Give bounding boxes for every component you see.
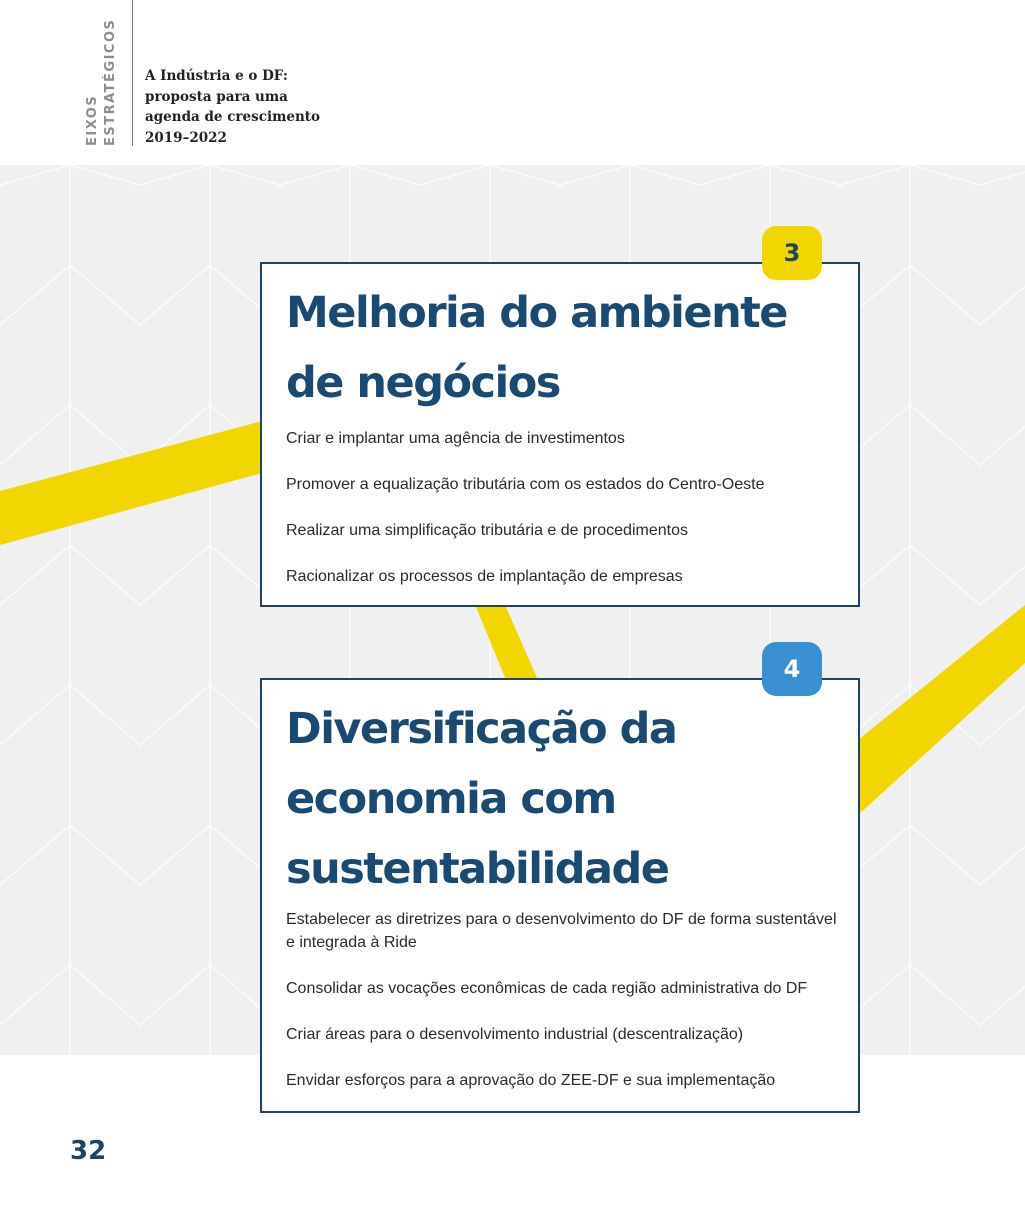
list-item: Estabelecer as diretrizes para o desenvolvimento do DF de forma sustentável e integrada à Ride	[286, 911, 837, 951]
card-title-line: sustentabilidade	[286, 844, 669, 894]
publication-title-line: 2019–2022	[145, 129, 227, 146]
strategic-axis-card-3	[260, 262, 860, 607]
side-label-line1: EIXOS	[85, 94, 100, 146]
publication-title-line: A Indústria e o DF:	[145, 68, 288, 84]
publication-title-line: agenda de crescimento	[145, 109, 321, 125]
publication-title	[145, 66, 345, 148]
axis-number-badge: 4	[762, 642, 822, 696]
card-title-line: Melhoria do ambiente	[286, 288, 787, 338]
strategic-axis-card-4	[260, 678, 860, 1113]
list-item: Criar e implantar uma agência de investimentos	[286, 430, 625, 447]
list-item: Promover a equalização tributária com os estados do Centro-Oeste	[286, 476, 765, 493]
axis-number-badge: 3	[762, 226, 822, 280]
card-title-line: Diversificação da	[286, 704, 677, 754]
header-divider	[132, 0, 133, 146]
card-title	[286, 278, 844, 418]
card-title	[286, 694, 844, 904]
card-title-line: economia com	[286, 774, 616, 824]
card-item-list	[286, 908, 844, 1115]
list-item: Criar áreas para o desenvolvimento industrial (descentralização)	[286, 1026, 744, 1043]
card-title-line: de negócios	[286, 358, 560, 408]
list-item: Racionalizar os processos de implantação de empresas	[286, 568, 683, 585]
list-item: Realizar uma simplificação tributária e de procedimentos	[286, 522, 688, 539]
page-number: 32	[70, 1136, 107, 1166]
page-header	[0, 0, 1025, 165]
list-item: Consolidar as vocações econômicas de cada região administrativa do DF	[286, 980, 808, 997]
section-side-label	[84, 18, 126, 148]
card-item-list	[286, 427, 844, 611]
list-item: Envidar esforços para a aprovação do ZEE-DF e sua implementação	[286, 1072, 776, 1089]
side-label-line2: ESTRATÉGICOS	[103, 18, 118, 146]
publication-title-line: proposta para uma	[145, 88, 288, 105]
